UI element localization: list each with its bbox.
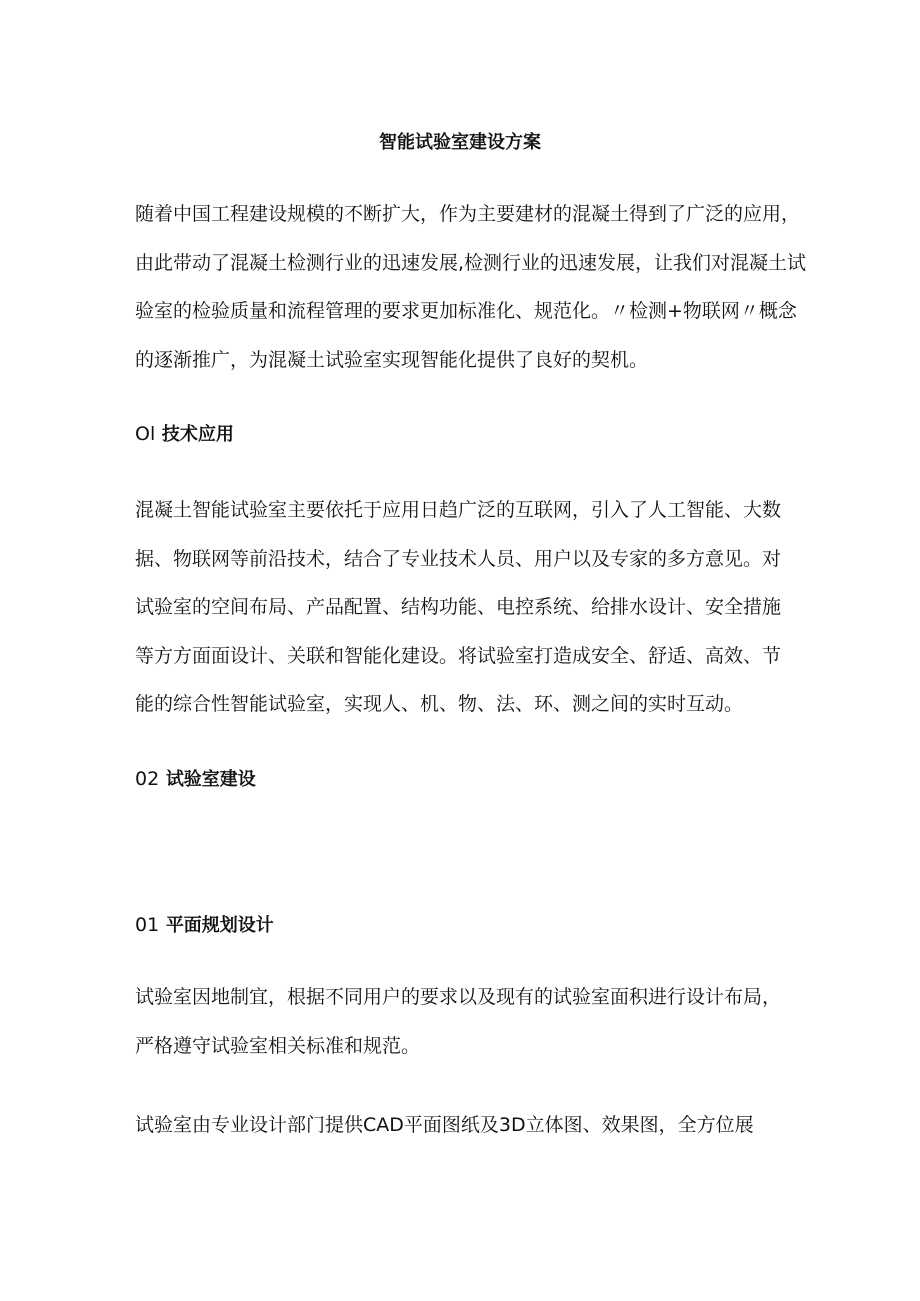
subsection-title: 平面规划设计	[165, 915, 274, 936]
subsection-heading-plan	[135, 911, 274, 940]
tech-line: 等方方面面设计、关联和智能化建设。将试验室打造成安全、舒适、高效、节	[135, 644, 782, 667]
tech-line: 据、物联网等前沿技术，结合了专业技术人员、用户以及专家的多方意见。对	[135, 547, 782, 570]
intro-line: 验室的检验质量和流程管理的要求更加标准化、规范化。〃检测+物联网〃概念	[135, 300, 797, 322]
plan-line: 试验室由专业设计部门提供CAD平面图纸及3D立体图、效果图，全方位展	[135, 1114, 754, 1136]
section-number: Ol	[135, 423, 156, 445]
section-number: 02	[135, 768, 160, 790]
section-title: 技术应用	[161, 424, 234, 445]
intro-paragraph	[135, 190, 807, 384]
section-heading-lab	[135, 765, 256, 794]
section-title: 试验室建设	[165, 769, 256, 790]
intro-line: 由此带动了混凝土检测行业的迅速发展,检测行业的迅速发展，让我们对混凝土试	[135, 251, 807, 274]
section-heading-tech	[135, 420, 234, 449]
tech-line: 混凝土智能试验室主要依托于应用日趋广泛的互联网，引入了人工智能、大数	[135, 499, 782, 521]
tech-line: 能的综合性智能试验室，实现人、机、物、法、环、测之间的实时互动。	[135, 693, 744, 715]
plan-line: 严格遵守试验室相关标准和规范。	[135, 1034, 421, 1057]
tech-paragraph	[135, 486, 795, 729]
plan-paragraph-1	[135, 973, 795, 1070]
intro-line: 的逐渐推广，为混凝土试验室实现智能化提供了良好的契机。	[135, 348, 649, 371]
tech-line: 试验室的空间布局、产品配置、结构功能、电控系统、给排水设计、安全措施	[135, 596, 782, 618]
intro-line: 随着中国工程建设规模的不断扩大，作为主要建材的混凝土得到了广泛的应用，	[135, 203, 801, 225]
document-title: 智能试验室建设方案	[379, 132, 541, 153]
plan-paragraph-2	[135, 1101, 795, 1150]
plan-line: 试验室因地制宜，根据不同用户的要求以及现有的试验室面积进行设计布局，	[135, 986, 782, 1008]
subsection-number: 01	[135, 914, 160, 936]
